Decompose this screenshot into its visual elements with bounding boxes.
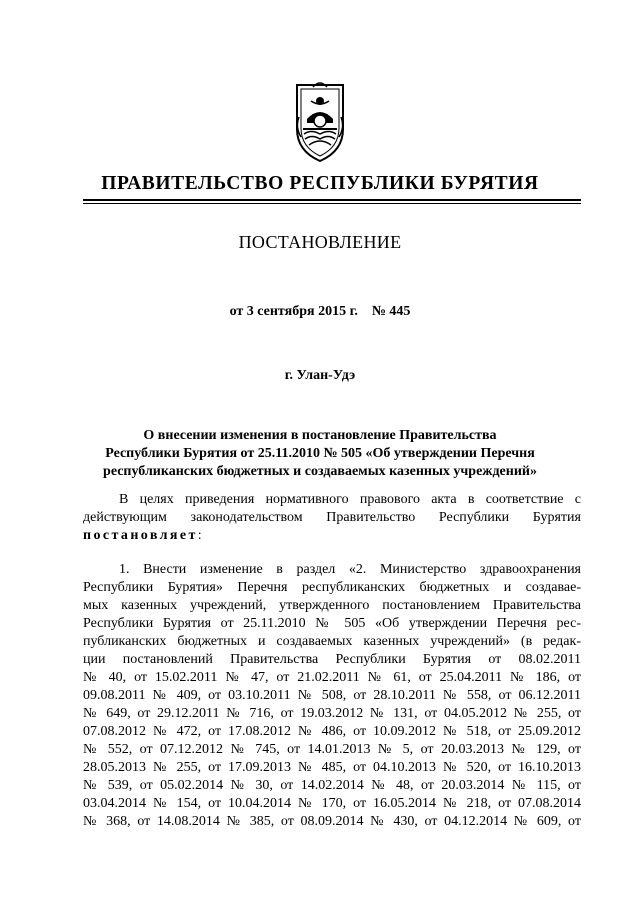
coat-of-arms-buryatia-icon xyxy=(289,77,351,163)
preamble-line: В целях приведения нормативного правового акта в соответствие с xyxy=(119,492,581,507)
header-divider-thick xyxy=(83,199,581,201)
preamble-paragraph xyxy=(83,491,581,545)
item-1-line: 09.08.2011 № 409, от 03.10.2011 № 508, от 28.10.2011 № 558, от 06.12.2011 xyxy=(83,688,581,703)
decree-line xyxy=(83,527,581,545)
item-1-line: № 552, от 07.12.2012 № 745, от 14.01.2013 № 5, от 20.03.2013 № 129, от xyxy=(83,742,581,757)
date-line xyxy=(0,304,640,320)
item-1-line: № 40, от 15.02.2011 № 47, от 21.02.2011 № 61, от 25.04.2011 № 186, от xyxy=(83,670,581,685)
item-1-line: 1. Внести изменение в раздел «2. Министерство здравоохранения xyxy=(119,562,581,577)
item-1-line: № 368, от 14.08.2014 № 385, от 08.09.2014 № 430, от 04.12.2014 № 609, от xyxy=(83,814,581,829)
item-1-line: Республики Бурятия» Перечня республиканских бюджетных и создавае- xyxy=(83,580,581,595)
item-1-line: мых казенных учреждений, утвержденного постановлением Правительства xyxy=(83,598,581,613)
decree-colon: : xyxy=(197,528,202,543)
subject-heading xyxy=(60,427,580,481)
subject-line: О внесении изменения в постановление Правительства xyxy=(143,428,497,443)
preamble-line: действующим законодательством Правительство Республики Бурятия xyxy=(83,510,581,525)
organization-heading: ПРАВИТЕЛЬСТВО РЕСПУБЛИКИ БУРЯТИЯ xyxy=(101,173,539,194)
subject-line: республиканских бюджетных и создаваемых казенных учреждений» xyxy=(103,464,537,479)
item-1-paragraph xyxy=(83,561,581,831)
item-1-line: Республики Бурятия от 25.11.2010 № 505 «Об утверждении Перечня рес- xyxy=(83,616,581,631)
city-line: г. Улан-Удэ xyxy=(284,368,356,383)
subject-line: Республики Бурятия от 25.11.2010 № 505 «Об утверждении Перечня xyxy=(105,446,535,461)
decree-word: постановляет xyxy=(83,528,198,543)
item-1-line: № 539, от 05.02.2014 № 30, от 14.02.2014 № 48, от 20.03.2014 № 115, от xyxy=(83,778,581,793)
item-1-line: 03.04.2014 № 154, от 10.04.2014 № 170, от 16.05.2014 № 218, от 07.08.2014 xyxy=(83,796,581,811)
document-type-title: ПОСТАНОВЛЕНИЕ xyxy=(238,232,402,252)
item-1-line: ции постановлений Правительства Республики Бурятия от 08.02.2011 xyxy=(83,652,581,667)
item-1-line: 28.05.2013 № 255, от 17.09.2013 № 485, от 04.10.2013 № 520, от 16.10.2013 xyxy=(83,760,581,775)
document-date: от 3 сентября 2015 г. xyxy=(229,304,358,319)
document-number: № 445 xyxy=(371,304,411,319)
item-1-line: публиканских бюджетных и создаваемых казенных учреждений» (в редак- xyxy=(83,634,581,649)
item-1-line: 07.08.2012 № 472, от 17.08.2012 № 486, от 10.09.2012 № 518, от 25.09.2012 xyxy=(83,724,581,739)
header-divider-thin xyxy=(83,203,581,204)
item-1-line: № 649, от 29.12.2011 № 716, от 19.03.2012 № 131, от 04.05.2012 № 255, от xyxy=(83,706,581,721)
